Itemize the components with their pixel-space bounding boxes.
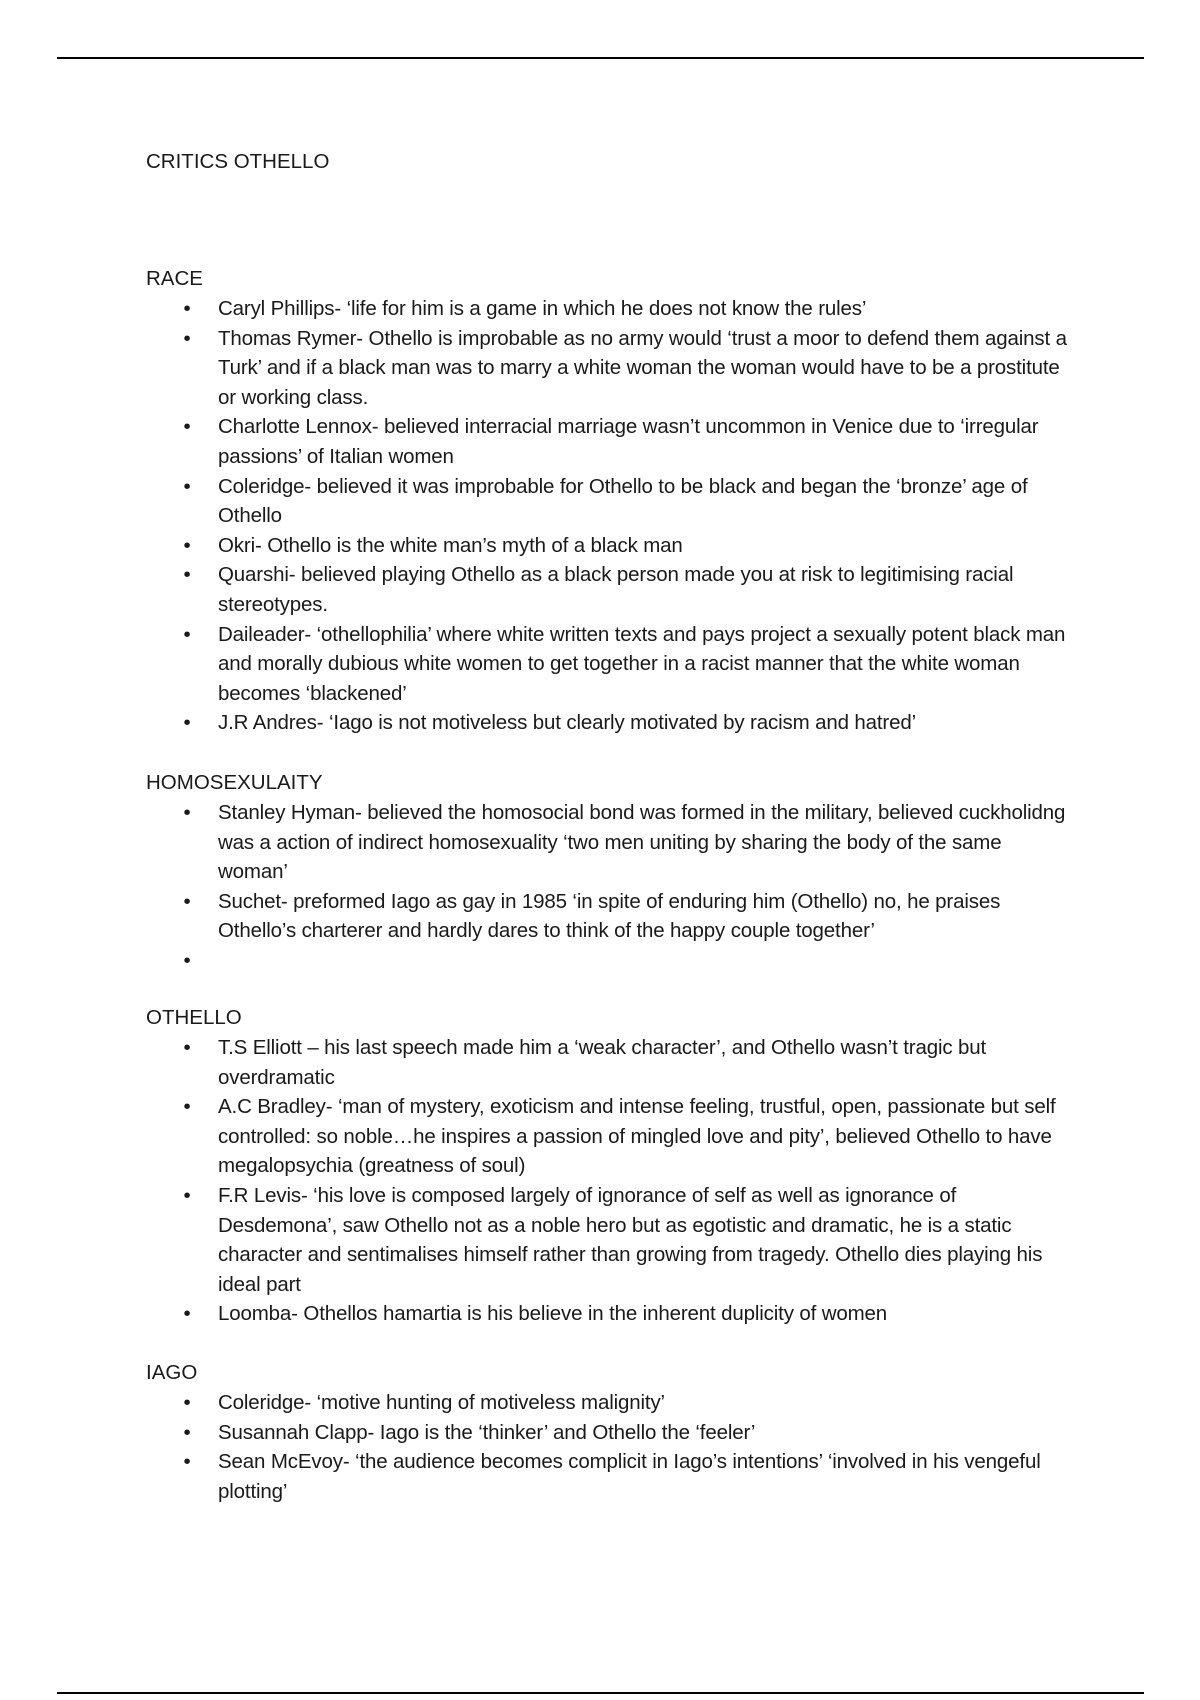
footer-rule	[57, 1692, 1144, 1694]
item-text: Okri- Othello is the white man’s myth of a black man	[218, 533, 683, 557]
item-text: Sean McEvoy- ‘the audience becomes complicit in Iago’s intentions’ ‘involved in his vengeful plotting’	[218, 1450, 1041, 1503]
section-race	[146, 264, 1076, 738]
list-item	[146, 294, 1076, 324]
critic-list	[146, 294, 1076, 738]
section-heading: RACE	[146, 267, 203, 290]
bullet-icon: •	[183, 326, 191, 350]
header-rule	[57, 57, 1144, 59]
list-item	[146, 412, 1076, 471]
bullet-icon: •	[183, 622, 191, 646]
item-text: Suchet- preformed Iago as gay in 1985 ‘in spite of enduring him (Othello) no, he praises Othello’s charterer and hardly dares to think of the happy couple together’	[218, 889, 1001, 943]
item-text: A.C Bradley- ‘man of mystery, exoticism and intense feeling, trustful, open, passionate but self controlled: so noble…he inspires a passion of mingled love and pity’, believed Othello to have megalopsychia (greatness of soul)	[218, 1095, 1056, 1178]
bullet-icon: •	[183, 1420, 191, 1444]
item-text: Susannah Clapp- Iago is the ‘thinker’ and Othello the ‘feeler’	[218, 1420, 756, 1444]
list-item	[146, 1388, 1076, 1418]
bullet-icon: •	[183, 801, 191, 824]
section-heading: OTHELLO	[146, 1006, 242, 1029]
list-item	[146, 1447, 1076, 1506]
critic-list	[146, 1033, 1076, 1329]
list-item	[146, 708, 1076, 738]
list-item	[146, 560, 1076, 619]
bullet-icon: •	[183, 711, 191, 735]
bullet-icon: •	[183, 474, 191, 498]
section-heading: HOMOSEXULAITY	[146, 771, 323, 794]
item-text: Daileader- ‘othellophilia’ where white written texts and pays project a sexually potent black man and morally dubious white women to get together in a racist manner that the white woman becomes ‘blackened’	[218, 622, 1066, 705]
list-item	[146, 887, 1076, 946]
bullet-icon: •	[183, 563, 191, 587]
bullet-icon: •	[183, 1095, 191, 1119]
section-iago	[146, 1358, 1076, 1506]
bullet-icon: •	[183, 1183, 191, 1207]
item-text: Loomba- Othellos hamartia is his believe in the inherent duplicity of women	[218, 1302, 888, 1326]
list-item	[146, 1181, 1076, 1299]
bullet-icon: •	[183, 533, 191, 557]
item-text: Coleridge- believed it was improbable for Othello to be black and began the ‘bronze’ age of Othello	[218, 474, 1028, 528]
section-homosexuality	[146, 768, 1076, 976]
bullet-icon: •	[183, 415, 191, 439]
bullet-icon: •	[183, 948, 191, 972]
bullet-icon: •	[183, 297, 191, 320]
section-othello	[146, 1003, 1076, 1329]
bullet-icon: •	[183, 1302, 191, 1326]
critic-list	[146, 1388, 1076, 1506]
bullet-icon: •	[183, 1450, 191, 1474]
item-text: F.R Levis- ‘his love is composed largely of ignorance of self as well as ignorance of Desdemona’, saw Othello not as a noble hero but as egotistic and dramatic, he is a static character and sentimalises himself rather than growing from tragedy. Othello dies playing his ideal part	[218, 1183, 1043, 1296]
item-text: Thomas Rymer- Othello is improbable as no army would ‘trust a moor to defend them against a Turk’ and if a black man was to marry a white woman the woman would have to be a prostitute or working class.	[218, 326, 1067, 409]
item-text: Stanley Hyman- believed the homosocial bond was formed in the military, believed cuckholidng was a action of indirect homosexuality ‘two men uniting by sharing the body of the same woman’	[218, 801, 1066, 884]
list-item	[146, 620, 1076, 709]
section-heading: IAGO	[146, 1361, 198, 1384]
list-item	[146, 1092, 1076, 1181]
list-item	[146, 531, 1076, 561]
item-text: J.R Andres- ‘Iago is not motiveless but clearly motivated by racism and hatred’	[218, 711, 916, 735]
list-item	[146, 1299, 1076, 1329]
list-item	[146, 1418, 1076, 1448]
list-item	[146, 1033, 1076, 1092]
item-text: Charlotte Lennox- believed interracial marriage wasn’t uncommon in Venice due to ‘irregular passions’ of Italian women	[218, 415, 1039, 468]
item-text: T.S Elliott – his last speech made him a ‘weak character’, and Othello wasn’t tragic but overdramatic	[218, 1036, 987, 1089]
item-text: Quarshi- believed playing Othello as a black person made you at risk to legitimising racial stereotypes.	[218, 563, 1014, 616]
document-title: CRITICS OTHELLO	[146, 150, 330, 173]
bullet-icon: •	[183, 1036, 191, 1059]
item-text: Caryl Phillips- ‘life for him is a game in which he does not know the rules’	[218, 297, 867, 320]
list-item	[146, 324, 1076, 413]
item-text: Coleridge- ‘motive hunting of motiveless malignity’	[218, 1391, 665, 1414]
critic-list	[146, 798, 1076, 976]
bullet-icon: •	[183, 889, 191, 913]
list-item	[146, 472, 1076, 531]
list-item	[146, 946, 1076, 976]
list-item	[146, 798, 1076, 887]
bullet-icon: •	[183, 1391, 191, 1414]
